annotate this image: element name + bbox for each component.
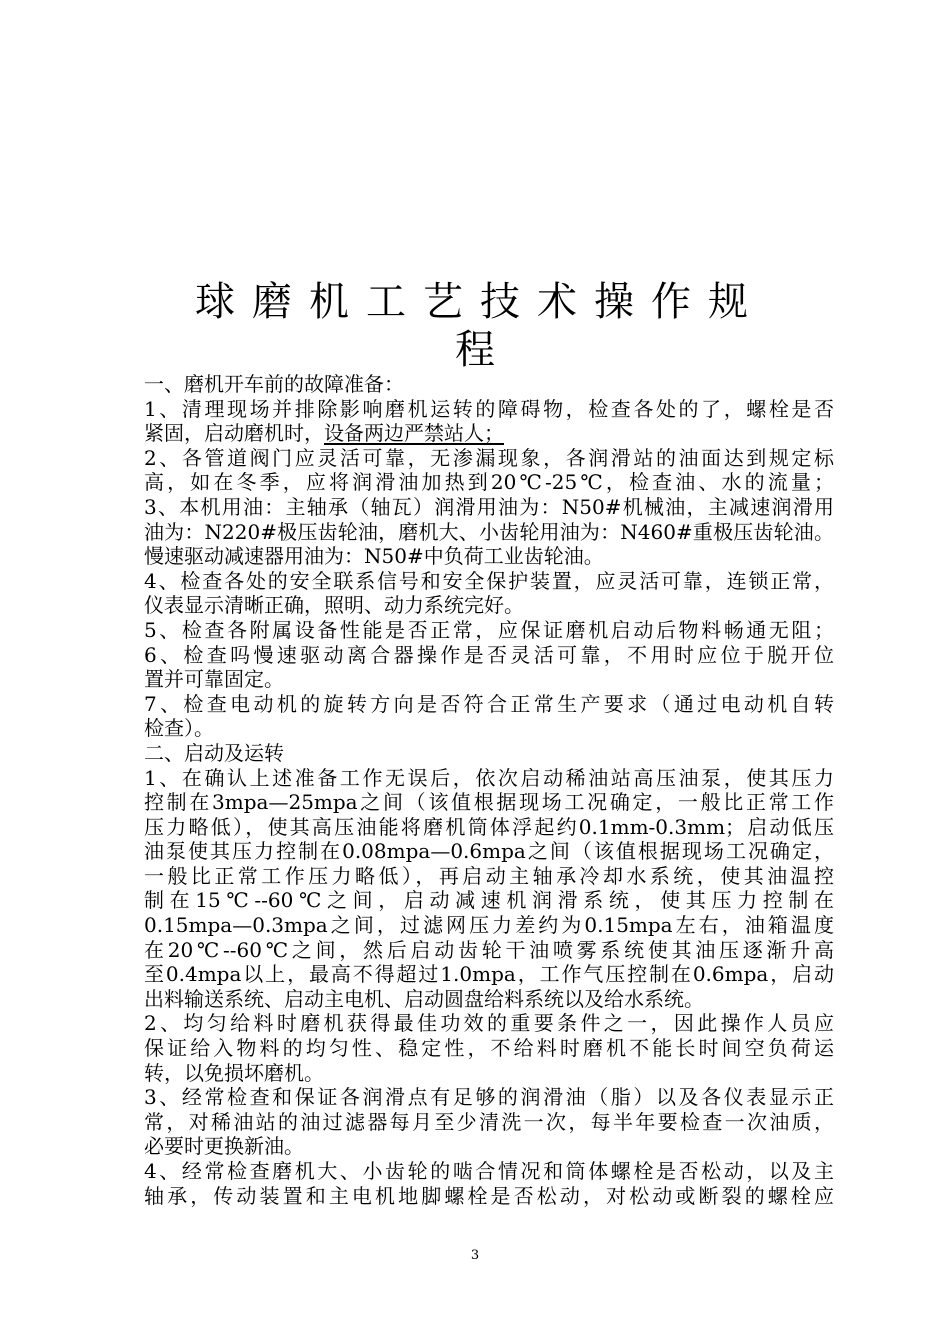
body-line: 检查）。 bbox=[144, 716, 214, 741]
body-line: 常，对稀油站的油过滤器每月至少清洗一次，每半年要检查一次油质， bbox=[144, 1109, 834, 1134]
body-line: 在20℃--60℃之间，然后启动齿轮干油喷雾系统使其油压逐渐升高 bbox=[144, 937, 834, 962]
body-line: 慢速驱动减速器用油为：N50#中负荷工业齿轮油。 bbox=[144, 544, 604, 569]
body-line: 4、经常检查磨机大、小齿轮的啮合情况和筒体螺栓是否松动，以及主 bbox=[144, 1159, 834, 1183]
body-line: 油为：N220#极压齿轮油，磨机大、小齿轮用油为：N460#重极压齿轮油。 bbox=[144, 519, 834, 544]
body-line: 2、均匀给料时磨机获得最佳功效的重要条件之一，因此操作人员应 bbox=[144, 1011, 834, 1036]
body-line: 1、在确认上述准备工作无误后，依次启动稀油站高压油泵，使其压力 bbox=[144, 765, 834, 790]
body-line: 至0.4mpa以上，最高不得超过1.0mpa，工作气压控制在0.6mpa，启动 bbox=[144, 962, 834, 987]
body-line: 0.15mpa—0.3mpa之间，过滤网压力差约为0.15mpa左右，油箱温度 bbox=[144, 913, 834, 938]
body-line: 1、清理现场并排除影响磨机运转的障碍物，检查各处的了，螺栓是否 bbox=[144, 396, 834, 421]
body-line: 4、检查各处的安全联系信号和安全保护装置，应灵活可靠，连锁正常， bbox=[144, 568, 834, 593]
body-line: 一般比正常工作压力略低），再启动主轴承冷却水系统，使其油温控 bbox=[144, 863, 834, 888]
document-body bbox=[144, 372, 834, 1208]
body-line: 仪表显示清晰正确，照明、动力系统完好。 bbox=[144, 593, 524, 618]
body-line: 轴承，传动装置和主电机地脚螺栓是否松动，对松动或断裂的螺栓应 bbox=[144, 1183, 834, 1208]
body-line: 保证给入物料的均匀性、稳定性，不给料时磨机不能长时间空负荷运 bbox=[144, 1036, 834, 1061]
body-line: 制在15℃--60℃之间，启动减速机润滑系统，使其压力控制在 bbox=[144, 888, 834, 913]
page-number: 3 bbox=[470, 1248, 480, 1263]
body-line: 7、检查电动机的旋转方向是否符合正常生产要求（通过电动机自转 bbox=[144, 691, 834, 716]
body-line: 6、检查吗慢速驱动离合器操作是否灵活可靠，不用时应位于脱开位 bbox=[144, 642, 834, 667]
body-line-text: 紧固，启动磨机时， bbox=[144, 421, 324, 446]
underlined-text: 设备两边严禁站人； bbox=[324, 421, 504, 446]
body-line: 置并可靠固定。 bbox=[144, 667, 284, 692]
body-line-with-underline bbox=[144, 421, 834, 446]
document-title-line-2: 程 bbox=[455, 327, 495, 373]
body-line: 3、经常检查和保证各润滑点有足够的润滑油（脂）以及各仪表显示正 bbox=[144, 1085, 834, 1110]
document-title-line-1: 球磨机工艺技术操作规 bbox=[195, 279, 765, 325]
body-line: 高，如在冬季，应将润滑油加热到20℃-25℃，检查油、水的流量； bbox=[144, 470, 834, 495]
body-line: 油泵使其压力控制在0.08mpa—0.6mpa之间（该值根据现场工况确定， bbox=[144, 839, 834, 864]
body-line: 2、各管道阀门应灵活可靠，无渗漏现象，各润滑站的油面达到规定标 bbox=[144, 445, 834, 470]
heading-section-1: 一、磨机开车前的故障准备： bbox=[144, 372, 404, 396]
body-line: 必要时更换新油。 bbox=[144, 1134, 304, 1159]
body-line: 转，以免损坏磨机。 bbox=[144, 1060, 324, 1085]
body-line: 5、检查各附属设备性能是否正常，应保证磨机启动后物料畅通无阻； bbox=[144, 617, 834, 642]
body-line: 压力略低），使其高压油能将磨机筒体浮起约0.1mm-0.3mm；启动低压 bbox=[144, 814, 834, 839]
body-line: 3、本机用油：主轴承（轴瓦）润滑用油为：N50#机械油，主减速润滑用 bbox=[144, 494, 834, 519]
body-line: 出料输送系统、启动主电机、启动圆盘给料系统以及给水系统。 bbox=[144, 986, 704, 1011]
body-line: 控制在3mpa—25mpa之间（该值根据现场工况确定，一般比正常工作 bbox=[144, 790, 834, 815]
heading-section-2: 二、启动及运转 bbox=[144, 740, 284, 765]
